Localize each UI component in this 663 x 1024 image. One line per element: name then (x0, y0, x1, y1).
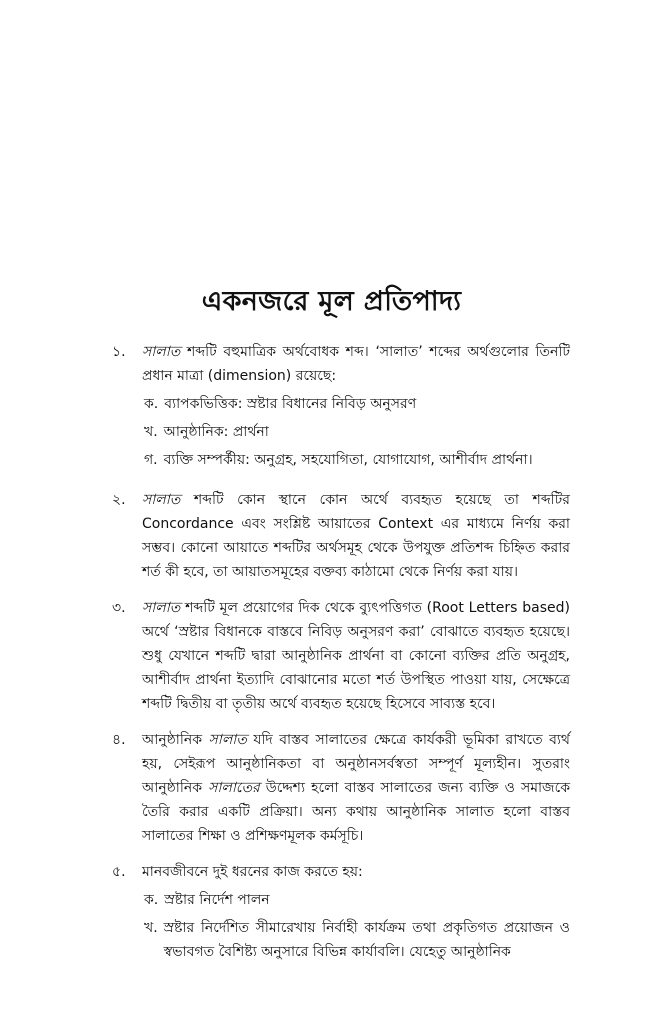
item-body (142, 596, 570, 716)
list-item (112, 860, 570, 968)
sub-item-text: আনুষ্ঠানিক: প্রার্থনা (163, 424, 269, 440)
item-number: ১. (112, 344, 126, 360)
sub-item-tag: গ. (144, 452, 158, 468)
sub-item-text: ব্যক্তি সম্পর্কীয়: অনুগ্রহ, সহযোগিতা, যোগাযোগ, আশীর্বাদ প্রার্থনা। (163, 452, 533, 468)
item-number: ২. (112, 492, 126, 508)
sub-item (144, 916, 570, 964)
sub-item-tag: ক. (144, 396, 159, 412)
page-title: একনজরে মূল প্রতিপাদ্য (201, 286, 462, 317)
item-paragraph (142, 340, 570, 388)
item-text: শব্দটি কোন স্থানে কোন অর্থে ব্যবহৃত হয়েছে তা শব্দটির Concordance এবং সংশ্লিষ্ট আয়াতের Context এর মাধ্যমে নির্ণয় করা সম্ভব। কোনো আয়াতে শব্দটির অর্থসমূহ থেকে উপযুক্ত প্রতিশব্দ চিহ্নিত করার শর্ত কী হবে, তা আয়াতসমূহের বক্তব্য কাঠামো থেকে নির্ণয় করা যায়। (142, 492, 570, 580)
item-body (142, 488, 570, 584)
sub-list (142, 392, 570, 472)
list-item (112, 728, 570, 848)
item-text: আনুষ্ঠানিক (142, 732, 209, 748)
item-text: উদ্দেশ্য হলো বাস্তব সালাতের জন্য ব্যক্তি ও সমাজকে তৈরি করার একটি প্রক্রিয়া। অন্য কথায় আনুষ্ঠানিক সালাত হলো বাস্তব সালাতের শিক্ষা ও প্রশিক্ষণমূলক কর্মসূচি। (142, 780, 570, 844)
item-paragraph: মানবজীবনে দুই ধরনের কাজ করতে হয়: (142, 864, 363, 880)
italic-term: সালাত (142, 344, 181, 360)
item-text: শব্দটি বহুমাত্রিক অর্থবোধক শব্দ। ‘সালাত’ শব্দের অর্থগুলোর তিনটি প্রধান মাত্রা (dimension) রয়েছে: (142, 344, 570, 384)
sub-item-tag: ক. (144, 892, 159, 908)
item-paragraph (142, 728, 570, 848)
list-item (112, 488, 570, 584)
item-paragraph (142, 596, 570, 716)
sub-list (142, 888, 570, 964)
italic-term: সালাতের (208, 780, 260, 796)
item-body (142, 728, 570, 848)
sub-item-text: ব্যাপকভিত্তিক: স্রষ্টার বিধানের নিবিড় অনুসরণ (164, 396, 417, 412)
item-number: ৩. (112, 600, 126, 616)
item-text: শব্দটি মূল প্রয়োগের দিক থেকে ব্যুৎপত্তিগত (Root Letters based) অর্থে ‘স্রষ্টার বিধানকে বাস্তবে নিবিড় অনুসরণ করা’ বোঝাতে ব্যবহৃত হয়েছে। শুধু যেখানে শব্দটি দ্বারা আনুষ্ঠানিক প্রার্থনা বা কোনো ব্যক্তির প্রতি অনুগ্রহ, আশীর্বাদ প্রার্থনা ইত্যাদি বোঝানোর মতো শর্ত উপস্থিত পাওয়া যায়, সেক্ষেত্রে শব্দটি দ্বিতীয় বা তৃতীয় অর্থে ব্যবহৃত হয়েছে হিসেবে সাব্যস্ত হবে। (142, 600, 570, 712)
item-paragraph (142, 488, 570, 584)
key-points-list (112, 340, 570, 980)
sub-item-text: স্রষ্টার নির্দেশিত সীমারেখায় নির্বাহী কার্যক্রম তথা প্রকৃতিগত প্রয়োজন ও স্বভাবগত বৈশিষ্ট্য অনুসারে বিভিন্ন কার্যাবলি। যেহেতু আনুষ্ঠানিক (163, 920, 570, 960)
italic-term: সালাত (142, 600, 181, 616)
sub-item (144, 448, 570, 472)
italic-term: সালাত (208, 732, 247, 748)
item-text: যদি বাস্তব সালাতের ক্ষেত্রে কার্যকরী ভূমিকা রাখতে ব্যর্থ হয়, সেইরূপ আনুষ্ঠানিকতা বা অনুষ্ঠানসর্বস্বতা সম্পূর্ণ মূল্যহীন। সুতরাং আনুষ্ঠানিক (142, 732, 570, 796)
item-body (142, 860, 570, 968)
sub-item-tag: খ. (144, 920, 158, 936)
italic-term: সালাত (142, 492, 181, 508)
item-number: ৫. (112, 864, 126, 880)
item-body (142, 340, 570, 476)
sub-item (144, 420, 570, 444)
item-number: ৪. (112, 732, 126, 748)
list-item (112, 596, 570, 716)
sub-item (144, 392, 570, 416)
sub-item-text: স্রষ্টার নির্দেশ পালন (164, 892, 270, 908)
list-item (112, 340, 570, 476)
sub-item-tag: খ. (144, 424, 158, 440)
sub-item (144, 888, 570, 912)
